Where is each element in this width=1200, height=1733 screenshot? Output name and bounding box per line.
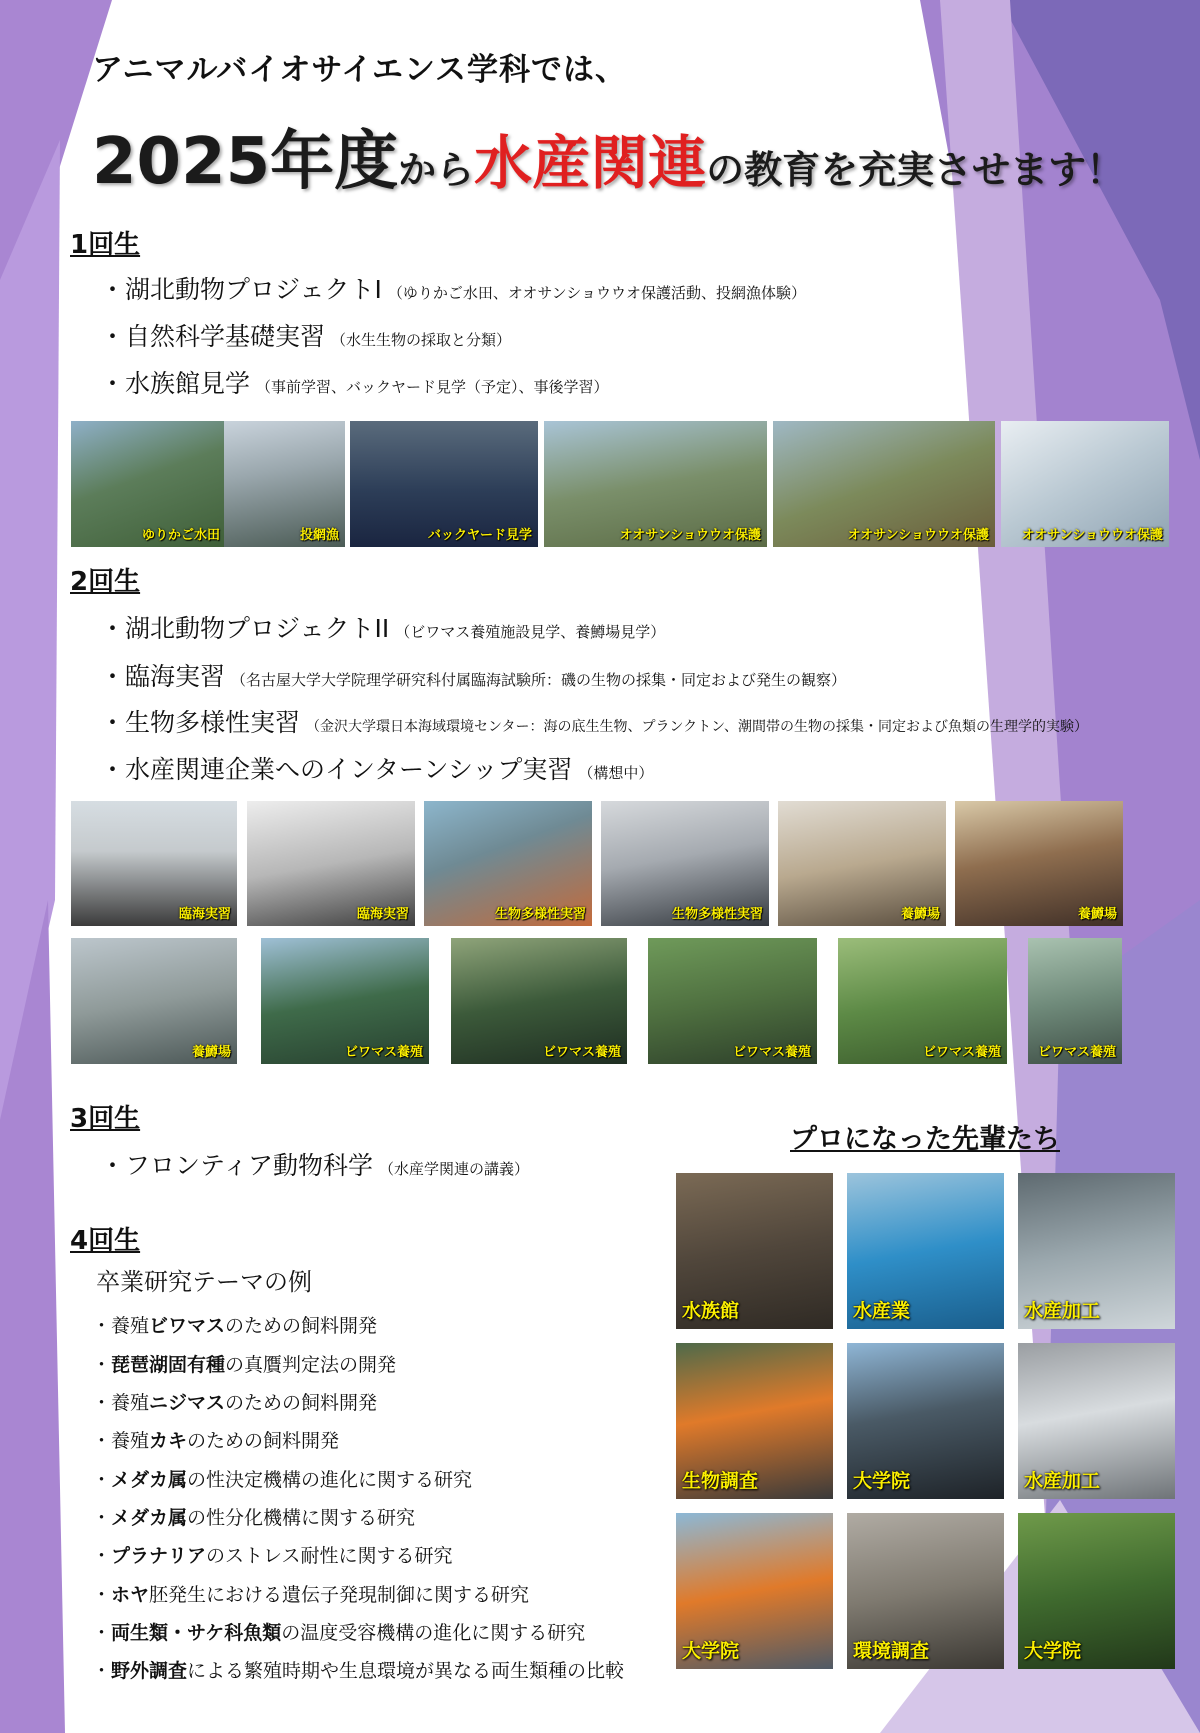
theme-suffix: のストレス耐性に関する研究 [206,1545,453,1567]
photo-caption: 生物多様性実習 [671,907,763,922]
photo-caption: 養鱒場 [191,1045,231,1060]
item-detail: （事前学習、バックヤード見学（予定）、事後学習） [256,378,609,396]
photo-trout-farm-2 [955,801,1123,926]
research-theme [92,1541,452,1568]
photo-caption: ビワマス養殖 [732,1045,811,1060]
photo-caption: ビワマス養殖 [344,1045,423,1060]
photo-caption: 投網漁 [299,528,339,543]
senpai-photo-bio-survey [676,1343,833,1499]
photo-salamander-2 [773,421,995,547]
photo-caption: オオサンショウウオ保護 [619,528,761,543]
research-theme [92,1388,377,1415]
photo-salamander-1 [544,421,767,547]
photo-caption: ビワマス養殖 [542,1045,621,1060]
photo-trout-farm-1 [778,801,946,926]
research-theme [92,1618,585,1645]
theme-prefix: ・養殖 [92,1315,150,1337]
headline-main [92,110,1124,202]
research-theme [92,1311,377,1338]
item-label: ・自然科学基礎実習 [100,322,326,351]
item-detail: （水産学関連の講義） [379,1160,530,1178]
year4-title: 4回生 [70,1226,141,1256]
year1-item [100,317,511,353]
theme-suffix: のための飼料開発 [225,1392,378,1414]
senpai-photo-grad-school-2 [676,1513,833,1669]
photo-rinkai-2 [247,801,415,926]
photo-caption: ビワマス養殖 [1037,1045,1116,1060]
theme-prefix: ・ [92,1507,112,1529]
year2-item [100,609,665,645]
photo-caption: 大学院 [853,1470,911,1492]
theme-keyword: メダカ属 [111,1507,188,1529]
year1-title: 1回生 [70,230,141,260]
themes-heading: 卒業研究テーマの例 [96,1268,312,1296]
headline-rest: の教育を充実させます！ [706,148,1125,192]
theme-keyword: メダカ属 [111,1469,188,1491]
photo-caption: 大学院 [1024,1640,1082,1662]
photo-caption: 臨海実習 [356,907,409,922]
theme-suffix: の真贋判定法の開発 [225,1354,397,1376]
theme-suffix: の性分化機構に関する研究 [187,1507,416,1529]
item-label: ・湖北動物プロジェクトII [100,614,390,643]
photo-biodiversity-1 [424,801,592,926]
photo-caption: 生物多様性実習 [494,907,586,922]
photo-biwamasu-5 [1028,938,1122,1064]
theme-prefix: ・ [92,1660,112,1682]
item-detail: （水生生物の採取と分類） [331,331,512,349]
photo-caption: 養鱒場 [900,907,940,922]
photo-biwamasu-4 [838,938,1007,1064]
theme-suffix: による繁殖時期や生息環境が異なる両生類種の比較 [187,1660,625,1682]
photo-caption: オオサンショウウオ保護 [1021,528,1163,543]
photo-toamiryo [224,421,345,547]
theme-prefix: ・ [92,1622,112,1644]
senpai-photo-grad-school-3 [1018,1513,1175,1669]
theme-keyword: ビワマス [149,1315,226,1337]
theme-keyword: 両生類・サケ科魚類 [111,1622,282,1644]
item-label: ・生物多様性実習 [100,708,301,737]
theme-keyword: 琵琶湖固有種 [111,1354,226,1376]
item-label: ・フロンティア動物科学 [100,1151,374,1180]
photo-caption: 臨海実習 [178,907,231,922]
theme-keyword: ホヤ [111,1584,150,1606]
photo-caption: 水産業 [853,1300,911,1322]
photo-caption: バックヤード見学 [427,528,532,543]
research-theme [92,1465,472,1492]
photo-caption: 大学院 [682,1640,740,1662]
research-theme [92,1656,624,1683]
photo-biwamasu-1 [261,938,429,1064]
photo-caption: 水産加工 [1024,1300,1101,1322]
item-label: ・水産関連企業へのインターンシップ実習 [100,755,573,784]
photo-trout-farm-3 [71,938,237,1064]
year1-item [100,270,806,306]
photo-caption: 水産加工 [1024,1470,1101,1492]
photo-caption: 水族館 [682,1300,740,1322]
theme-prefix: ・養殖 [92,1430,150,1452]
photo-caption: 生物調査 [682,1470,759,1492]
photo-caption: ゆりかご水田 [141,528,220,543]
theme-keyword: 野外調査 [111,1660,188,1682]
headline-from: から [398,148,475,192]
headline-highlight: 水産関連 [474,129,707,197]
theme-suffix: 胚発生における遺伝子発現制御に関する研究 [149,1584,530,1606]
year3-title: 3回生 [70,1104,141,1134]
item-label: ・臨海実習 [100,662,226,691]
year2-title: 2回生 [70,567,141,597]
theme-suffix: のための飼料開発 [225,1315,378,1337]
headline-year: 2025年度 [92,125,399,199]
theme-suffix: の性決定機構の進化に関する研究 [187,1469,473,1491]
theme-prefix: ・ [92,1584,112,1606]
theme-keyword: カキ [149,1430,188,1452]
item-detail: （金沢大学環日本海域環境センター：海の底生生物、プランクトン、潮間帯の生物の採集・同定および魚類の生理学的実験） [306,719,1089,735]
senpai-photo-processing-2 [1018,1343,1175,1499]
item-label: ・湖北動物プロジェクトI [100,275,382,304]
senpai-photo-processing-1 [1018,1173,1175,1329]
item-detail: （名古屋大学大学院理学研究科付属臨海試験所：磯の生物の採集・同定および発生の観察） [231,671,847,689]
year2-item [100,657,846,693]
headline-department: アニマルバイオサイエンス学科では、 [92,52,628,88]
senpai-photo-grad-school-1 [847,1343,1004,1499]
item-detail: （構想中） [578,764,654,782]
item-label: ・水族館見学 [100,369,251,398]
photo-caption: 環境調査 [853,1640,930,1662]
research-theme [92,1350,396,1377]
photo-yurikago-suiden [71,421,226,547]
year3-item [100,1146,529,1182]
senpai-photo-env-survey [847,1513,1004,1669]
theme-suffix: のための飼料開発 [187,1430,340,1452]
photo-biwamasu-2 [451,938,627,1064]
photo-rinkai-1 [71,801,237,926]
research-theme [92,1503,415,1530]
item-detail: （ビワマス養殖施設見学、養鱒場見学） [395,623,666,641]
photo-caption: オオサンショウウオ保護 [847,528,989,543]
theme-prefix: ・ [92,1469,112,1491]
senpai-photo-aquarium [676,1173,833,1329]
photo-backyard [350,421,538,547]
item-detail: （ゆりかご水田、オオサンショウウオ保護活動、投網漁体験） [387,284,807,302]
photo-caption: ビワマス養殖 [922,1045,1001,1060]
photo-biwamasu-3 [648,938,817,1064]
year1-item [100,364,609,400]
theme-keyword: プラナリア [111,1545,207,1567]
senpai-photo-fishery [847,1173,1004,1329]
research-theme [92,1580,529,1607]
theme-suffix: の温度受容機構の進化に関する研究 [281,1622,586,1644]
photo-caption: 養鱒場 [1077,907,1117,922]
year2-item [100,750,653,786]
theme-keyword: ニジマス [149,1392,226,1414]
theme-prefix: ・ [92,1545,112,1567]
theme-prefix: ・養殖 [92,1392,150,1414]
theme-prefix: ・ [92,1354,112,1376]
year2-item [100,703,1088,739]
photo-salamander-3 [1001,421,1169,547]
photo-biodiversity-2 [601,801,769,926]
senpai-title: プロになった先輩たち [790,1124,1060,1155]
research-theme [92,1426,339,1453]
